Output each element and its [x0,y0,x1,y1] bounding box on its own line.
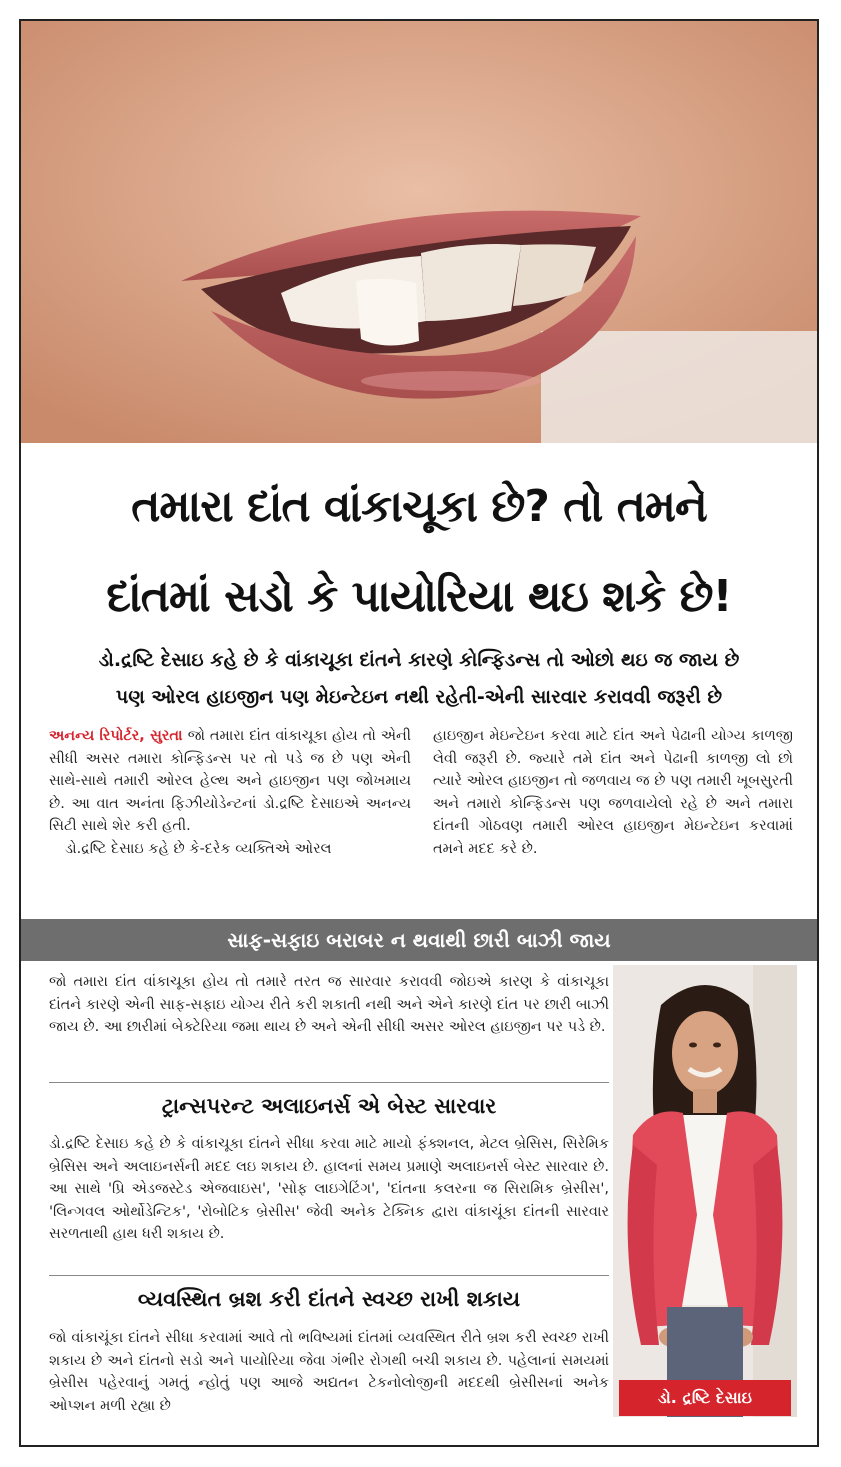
intro-left-text: જો તમારા દાંત વાંકાચૂકા હોય તો એની સીધી અસર તમારા કોન્ફિડન્સ પર તો પડે જ છે પણ એની સાથે-સાથે તમારી ઓરલ હેલ્થ અને હાઇજીન પણ જોખમાય છે. આ વાત અનંતા ફિઝીયોડેન્ટનાં ડો.દ્રષ્ટિ દેસાઇએ અનન્ય સિટી સાથે શેર કરી હતી. [49,728,412,834]
article-frame [19,19,819,1447]
divider [49,1082,609,1083]
section-banner [21,919,817,961]
smile-illustration [21,21,817,443]
doctor-photo [613,965,797,1417]
headline-line-2: દાંતમાં સડો કે પાયોરિયા થઇ શકે છે! [106,571,732,622]
section-banner-label: સાફ-સફાઇ બરાબર ન થવાથી છારી બાઝી જાય [227,928,611,952]
subheadline-line-1: ડો.દ્રષ્ટિ દેસાઇ કહે છે કે વાંકાચૂકા દાંતને કારણે કોન્ફિડન્સ તો ઓછો થઇ જ જાય છે [98,649,740,671]
section3-paragraph: જો વાંકાચૂંકા દાંતને સીધા કરવામાં આવે તો ભવિષ્યમાં દાંતમાં વ્યવસ્થિત રીતે બ્રશ કરી સ્વચ્છ રાખી શકાય છે અને દાંતનો સડો અને પાયોરિયા જેવા ગંભીર રોગથી બચી શકાય છે. પહેલાનાં સમયમાં બ્રેસીસ પહેરવાનું ગમતું ન્હોતું પણ આજે અદ્યતન ટેકનોલોજીની મદદથી બ્રેસીસનાં અનેક ઓપ્શન મળી રહ્યા છે [49,1330,609,1414]
byline: અનન્ય રિપોર્ટર, સુરત। [49,728,183,744]
section1-paragraph: જો તમારા દાંત વાંકાચૂકા હોય તો તમારે તરત જ સારવાર કરાવવી જોઇએ કારણ કે વાંકાચૂકા દાંતને કારણે એની સાફ-સફાઇ યોગ્ય રીતે કરી શકાતી નથી અને એને કારણે દાંત પર છારી બાઝી જાય છે. આ છારીમાં બેક્ટેરિયા જમા થાય છે અને એની સીધી અસર ઓરલ હાઇજીન પર પડે છે. [49,974,609,1035]
section2-paragraph: ડો.દ્રષ્ટિ દેસાઇ કહે છે કે વાંકાચૂકા દાંતને સીધા કરવા માટે માયો ફંક્શનલ, મેટલ બ્રેસિસ, સિરેમિક બ્રેસિસ અને અલાઇનર્સની મદદ લઇ શકાય છે. હાલનાં સમય પ્રમાણે અલાઇનર્સ બેસ્ટ સારવાર છે. આ સાથે 'પ્રિ એડજસ્ટેડ એજવાઇસ', 'સોફ લાઇગેટિંગ', 'દાંતના કલરના જ સિરામિક બ્રેસીસ', 'લિન્ગવલ ઓર્થોડેન્ટિક', 'રોબોટિક બ્રેસીસ' જેવી અનેક ટેક્નિક દ્વારા વાંકાચૂંકા દાંતની સારવાર સરળતાથી હાથ ધરી શકાય છે. [49,1136,609,1242]
intro-right-column: હાઇજીન મેઇન્ટેઇન કરવા માટે દાંત અને પેઢાની યોગ્ય કાળજી લેવી જરૂરી છે. જ્યારે તમે દાંત અને પેઢાની કાળજી લો છો ત્યારે ઓરલ હાઇજીન તો જળવાય જ છે પણ તમારી ખૂબસુરતી અને તમારો કોન્ફિડન્સ પણ જળવાયેલો રહે છે અને તમારા દાંતની ગોઠવણ તમારી ઓરલ હાઇજીન મેઇન્ટેઇન કરવામાં તમને મદદ કરે છે. [433,728,793,857]
doctor-portrait [613,965,797,1417]
doctor-caption: ડો. દ્રષ્ટિ દેસાઇ [619,1380,791,1416]
section2-heading: ટ્રાન્સપરન્ટ અલાઇનર્સ એ બેસ્ટ સારવાર [161,1094,497,1118]
divider [49,1275,609,1276]
headline-line-1: તમારા દાંત વાંકાચૂકા છે? તો તમને [131,481,707,532]
subheadline-line-2: પણ ઓરલ હાઇજીન પણ મેઇન્ટેઇન નથી રહેતી-એની સારવાર કરાવવી જરૂરી છે [115,686,723,708]
intro-left-text-2: ડો.દ્રષ્ટિ દેસાઇ કહે છે કે-દરેક વ્યક્તિએ ઓરલ [65,840,332,857]
section3-heading: વ્યવસ્થિત બ્રશ કરી દાંતને સ્વચ્છ રાખી શકાય [137,1287,521,1311]
hero-photo [21,21,817,443]
intro-left-column [49,725,411,860]
